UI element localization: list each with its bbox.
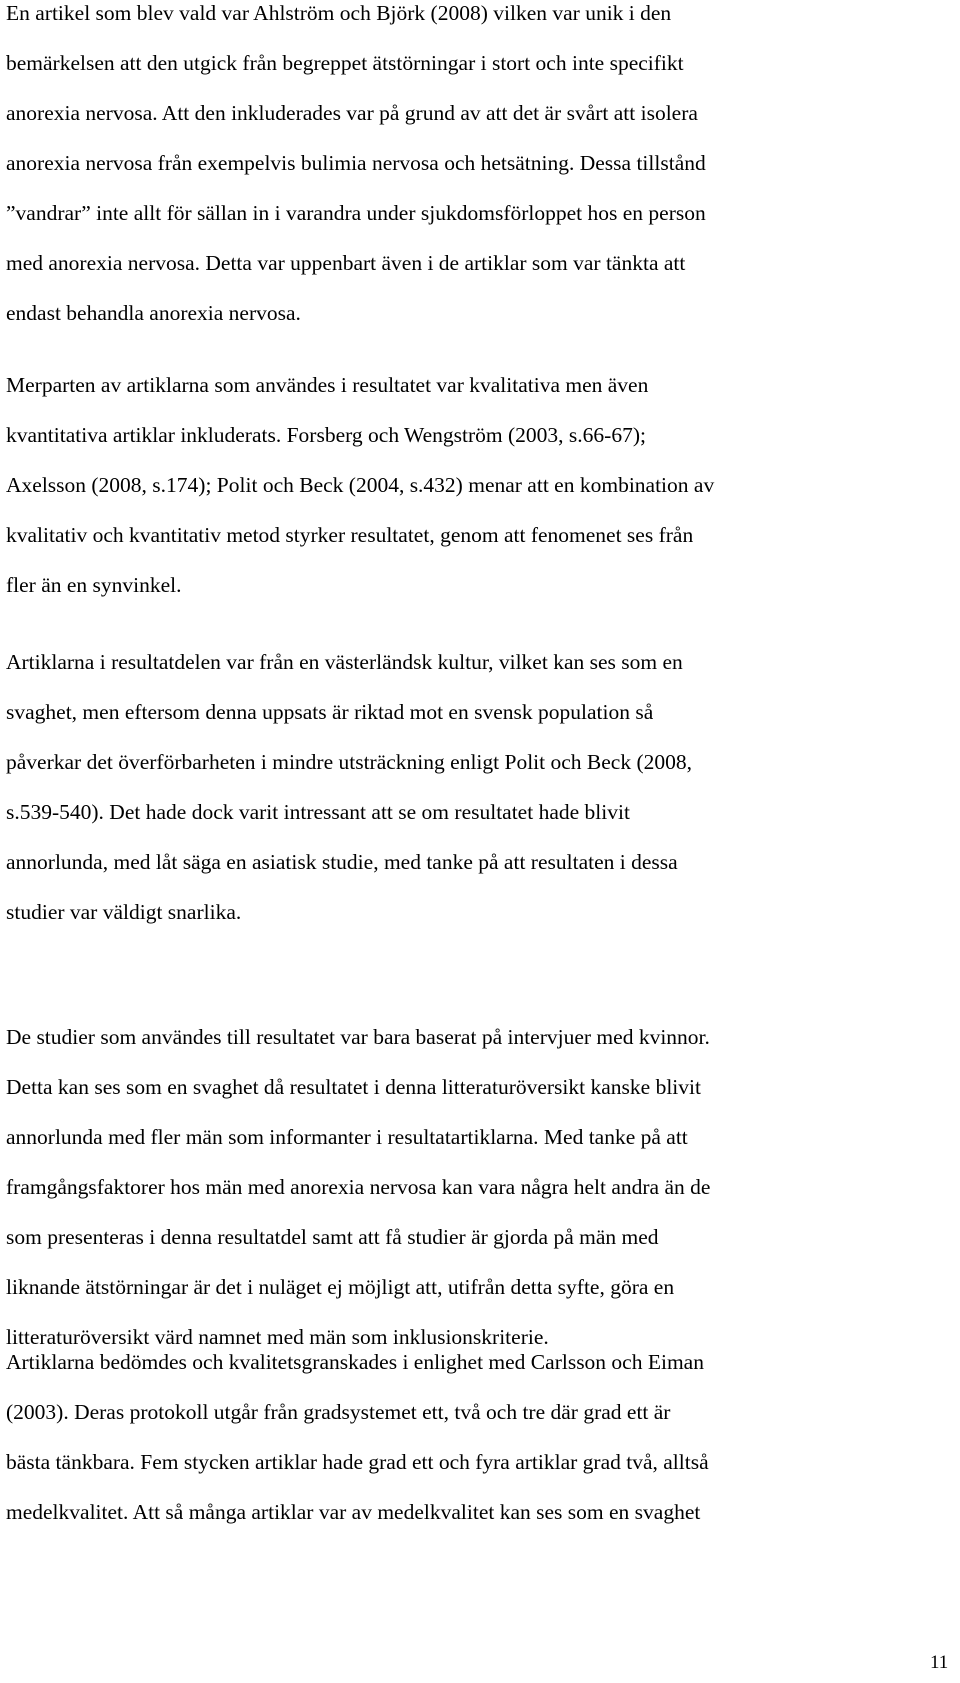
text-line: bästa tänkbara. Fem stycken artiklar hade grad ett och fyra artiklar grad två, alltså bbox=[6, 1450, 709, 1474]
text-line: ”vandrar” inte allt för sällan in i varandra under sjukdomsförloppet hos en person bbox=[6, 201, 706, 225]
paragraph-5 bbox=[6, 1337, 926, 1537]
paragraph-4 bbox=[6, 1012, 926, 1362]
text-line: anorexia nervosa. Att den inkluderades var på grund av att det är svårt att isolera bbox=[6, 101, 698, 125]
text-line: som presenteras i denna resultatdel samt att få studier är gjorda på män med bbox=[6, 1225, 659, 1249]
text-line: endast behandla anorexia nervosa. bbox=[6, 301, 301, 325]
text-line: fler än en synvinkel. bbox=[6, 573, 182, 597]
text-line: liknande ätstörningar är det i nuläget ej möjligt att, utifrån detta syfte, göra en bbox=[6, 1275, 675, 1299]
page-number: 11 bbox=[930, 1652, 949, 1673]
text-line: Merparten av artiklarna som användes i resultatet var kvalitativa men även bbox=[6, 373, 649, 397]
text-line: En artikel som blev vald var Ahlström och Björk (2008) vilken var unik i den bbox=[6, 1, 672, 25]
paragraph-1 bbox=[6, 0, 926, 338]
text-line: litteraturöversikt värd namnet med män som inklusionskriterie. bbox=[6, 1325, 549, 1349]
text-line: kvalitativ och kvantitativ metod styrker resultatet, genom att fenomenet ses från bbox=[6, 523, 694, 547]
paragraph-3 bbox=[6, 637, 926, 937]
text-line: medelkvalitet. Att så många artiklar var av medelkvalitet kan ses som en svaghet bbox=[6, 1500, 701, 1524]
text-line: Axelsson (2008, s.174); Polit och Beck (2004, s.432) menar att en kombination av bbox=[6, 473, 715, 497]
paragraph-2 bbox=[6, 360, 926, 610]
text-line: med anorexia nervosa. Detta var uppenbart även i de artiklar som var tänkta att bbox=[6, 251, 686, 275]
text-line: kvantitativa artiklar inkluderats. Forsberg och Wengström (2003, s.66-67); bbox=[6, 423, 646, 447]
text-line: Artiklarna bedömdes och kvalitetsgranskades i enlighet med Carlsson och Eiman bbox=[6, 1350, 704, 1374]
text-line: Detta kan ses som en svaghet då resultatet i denna litteraturöversikt kanske blivit bbox=[6, 1075, 701, 1099]
text-line: svaghet, men eftersom denna uppsats är riktad mot en svensk population så bbox=[6, 700, 654, 724]
text-line: annorlunda med fler män som informanter i resultatartiklarna. Med tanke på att bbox=[6, 1125, 688, 1149]
text-line: (2003). Deras protokoll utgår från gradsystemet ett, två och tre där grad ett är bbox=[6, 1400, 671, 1424]
text-line: bemärkelsen att den utgick från begreppet ätstörningar i stort och inte specifikt bbox=[6, 51, 684, 75]
text-line: De studier som användes till resultatet var bara baserat på intervjuer med kvinnor. bbox=[6, 1025, 710, 1049]
text-line: anorexia nervosa från exempelvis bulimia nervosa och hetsätning. Dessa tillstånd bbox=[6, 151, 706, 175]
text-line: annorlunda, med låt säga en asiatisk studie, med tanke på att resultaten i dessa bbox=[6, 850, 678, 874]
text-line: Artiklarna i resultatdelen var från en västerländsk kultur, vilket kan ses som en bbox=[6, 650, 683, 674]
text-line: påverkar det överförbarheten i mindre utsträckning enligt Polit och Beck (2008, bbox=[6, 750, 692, 774]
text-line: s.539-540). Det hade dock varit intressant att se om resultatet hade blivit bbox=[6, 800, 630, 824]
text-line: studier var väldigt snarlika. bbox=[6, 900, 242, 924]
text-line: framgångsfaktorer hos män med anorexia nervosa kan vara några helt andra än de bbox=[6, 1175, 711, 1199]
